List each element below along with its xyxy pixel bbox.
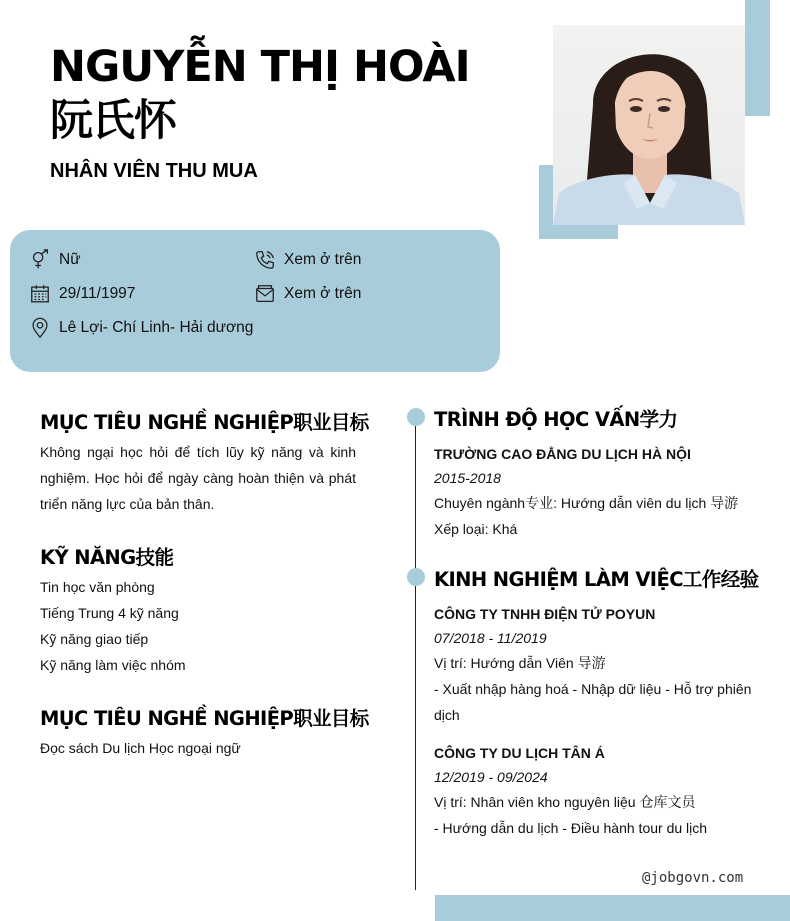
education-period: 2015-2018 [434, 470, 501, 486]
job-period: 07/2018 - 11/2019 [434, 630, 547, 646]
objective-title: MỤC TIÊU NGHỀ NGHIỆP职业目标 [40, 411, 369, 434]
timeline-dot-experience [407, 568, 425, 586]
education-title: TRÌNH ĐỘ HỌC VẤN学力 [434, 408, 678, 431]
objective-text: Không ngại học hỏi để tích lũy kỹ năng và kinh nghiệm. Học hỏi để ngày càng hoàn thiện và phát triển năng lực của bản thân. [40, 444, 356, 512]
candidate-name: NGUYỄN THỊ HOÀI 阮氏怀 [50, 42, 470, 146]
watermark: @jobgovn.com [642, 870, 744, 886]
contact-phone [254, 249, 361, 271]
profile-photo [553, 25, 745, 225]
skill-item: Tiếng Trung 4 kỹ năng [40, 605, 179, 621]
job-company: CÔNG TY DU LỊCH TÂN Á [434, 745, 605, 761]
gender-icon [29, 249, 51, 271]
skill-item: Kỹ năng làm việc nhóm [40, 657, 186, 673]
job-tasks: - Hướng dẫn du lịch - Điều hành tour du lịch [434, 820, 708, 836]
photo-frame-top-cutout [650, 0, 745, 25]
interests-text: Đọc sách Du lịch Học ngoại ngữ [40, 740, 241, 756]
phone-icon [254, 249, 276, 271]
footer-bar [435, 895, 790, 921]
job-tasks: - Xuất nhập hàng hoá - Nhập dữ liệu - Hỗ trợ phiên dịch [434, 681, 752, 723]
education-school: TRƯỜNG CAO ĐẲNG DU LỊCH HÀ NỘI [434, 446, 691, 462]
job-period: 12/2019 - 09/2024 [434, 769, 548, 785]
portrait-illustration [553, 25, 745, 225]
timeline-line [415, 417, 416, 890]
skill-item: Kỹ năng giao tiếp [40, 631, 149, 647]
address-value: Lê Lợi- Chí Linh- Hải dương [59, 319, 254, 336]
education-major: Chuyên ngành专业: Hướng dẫn viên du lịch 导游 [434, 495, 739, 511]
job-position: Vị trí: Nhân viên kho nguyên liệu 仓库文员 [434, 794, 696, 810]
experience-title: KINH NGHIỆM LÀM VIỆC工作经验 [434, 568, 759, 591]
timeline-dot-education [407, 408, 425, 426]
skill-item: Tin học văn phòng [40, 579, 155, 595]
skills-list [40, 574, 186, 678]
email-value: Xem ở trên [284, 285, 362, 302]
contact-birthday [29, 283, 135, 305]
skills-title: KỸ NĂNG技能 [40, 546, 174, 569]
location-icon [29, 317, 51, 339]
job-company: CÔNG TY TNHH ĐIỆN TỬ POYUN [434, 606, 656, 622]
contact-email [254, 283, 361, 305]
birthday-value: 29/11/1997 [59, 285, 136, 302]
gender-value: Nữ [59, 251, 81, 268]
email-icon [254, 283, 276, 305]
calendar-icon [29, 283, 51, 305]
education-grade: Xếp loại: Khá [434, 521, 518, 537]
contact-gender [29, 249, 81, 271]
phone-value: Xem ở trên [284, 251, 362, 268]
job-position: Vị trí: Hướng dẫn Viên 导游 [434, 655, 606, 671]
contact-address [29, 317, 253, 339]
job-title: NHÂN VIÊN THU MUA [50, 160, 258, 182]
interests-title: MỤC TIÊU NGHỀ NGHIỆP职业目标 [40, 707, 369, 730]
